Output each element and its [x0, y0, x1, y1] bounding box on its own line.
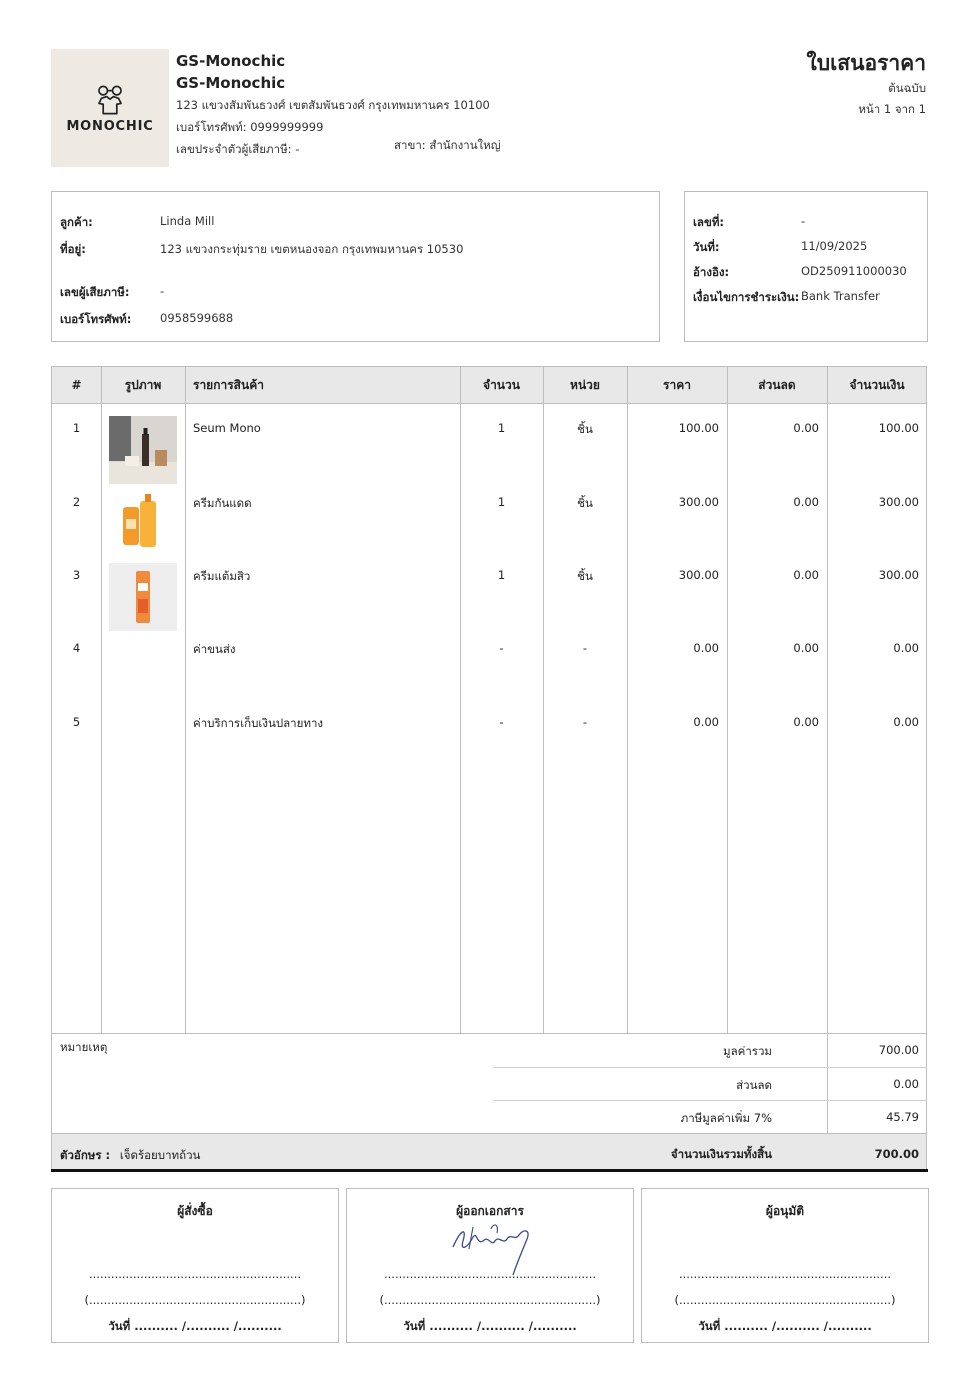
glasses-shirt-icon — [93, 83, 127, 117]
signature-line: .......................................................... — [383, 1267, 597, 1281]
row-amount: 300.00 — [878, 568, 919, 582]
row-item: Seum Mono — [193, 421, 261, 435]
row-price: 0.00 — [693, 715, 719, 729]
signature-approver — [641, 1188, 929, 1343]
customer-phone-label: เบอร์โทรศัพท์: — [60, 312, 132, 326]
discount-value: 0.00 — [893, 1077, 919, 1091]
row-item: ค่าขนส่ง — [193, 642, 236, 656]
customer-address-label: ที่อยู่: — [60, 242, 86, 256]
row-amount: 300.00 — [878, 495, 919, 509]
doc-ref-label: อ้างอิง: — [693, 265, 730, 279]
company-logo — [51, 49, 169, 167]
row-unit: ชิ้น — [577, 569, 593, 583]
header-price: ราคา — [663, 378, 691, 392]
row-no: 4 — [72, 641, 81, 655]
product-image-sunscreen — [109, 489, 177, 557]
signature-date-line: วันที่ .......... /.......... /.......... — [108, 1319, 282, 1333]
row-qty: - — [499, 641, 504, 655]
row-price: 300.00 — [678, 568, 719, 582]
row-qty: 1 — [497, 495, 506, 509]
signature-name-line: (..........................................................) — [84, 1293, 306, 1307]
header-item: รายการสินค้า — [193, 378, 264, 392]
row-item: ค่าบริการเก็บเงินปลายทาง — [193, 716, 324, 730]
company-phone: เบอร์โทรศัพท์: 0999999999 — [176, 120, 324, 134]
row-item: ครีมแต้มสิว — [193, 569, 251, 583]
customer-address: 123 แขวงกระทุ่มราย เขตหนองจอก กรุงเทพมหานคร 10530 — [160, 242, 464, 256]
signature-date-line: วันที่ .......... /.......... /.......... — [698, 1319, 872, 1333]
row-discount: 0.00 — [793, 715, 819, 729]
row-amount: 0.00 — [893, 715, 919, 729]
signature-line: .......................................................... — [678, 1267, 892, 1281]
company-name-secondary: GS-Monochic — [176, 74, 286, 92]
row-amount: 100.00 — [878, 421, 919, 435]
total-bar — [52, 1133, 926, 1169]
signature-name-line: (..........................................................) — [379, 1293, 601, 1307]
doc-no: - — [801, 214, 806, 228]
document-copy: ต้นฉบับ — [888, 81, 926, 95]
doc-date: 11/09/2025 — [801, 239, 868, 253]
company-tax-id: เลขประจำตัวผู้เสียภาษี: - — [176, 142, 300, 156]
company-branch: สาขา: สำนักงานใหญ่ — [394, 138, 501, 152]
amount-in-words — [60, 1147, 200, 1165]
company-name: GS-Monochic — [176, 52, 286, 70]
document-meta-box — [684, 191, 928, 342]
customer-name: Linda Mill — [160, 214, 215, 228]
logo-text: MONOCHIC — [66, 118, 154, 134]
customer-phone: 0958599688 — [160, 311, 234, 325]
row-price: 0.00 — [693, 641, 719, 655]
company-address: 123 แขวงสัมพันธวงศ์ เขตสัมพันธวงศ์ กรุงเทพมหานคร 10100 — [176, 98, 490, 112]
amount-in-words-label: ตัวอักษร : — [60, 1148, 111, 1162]
row-unit: - — [582, 715, 588, 729]
customer-box — [51, 191, 660, 342]
subtotal-label: มูลค่ารวม — [723, 1044, 772, 1058]
row-unit: ชิ้น — [577, 496, 593, 510]
customer-tax: - — [160, 284, 165, 298]
signature-name-line: (..........................................................) — [674, 1293, 896, 1307]
payment-terms: Bank Transfer — [801, 289, 880, 303]
row-amount: 0.00 — [893, 641, 919, 655]
header-no: # — [71, 378, 82, 392]
row-no: 3 — [72, 568, 81, 582]
doc-date-label: วันที่: — [693, 240, 720, 254]
signature-date-line: วันที่ .......... /.......... /.......... — [403, 1319, 577, 1333]
row-qty: - — [499, 715, 504, 729]
product-image-acne-cream — [109, 563, 177, 631]
remark-label: หมายเหตุ — [60, 1040, 108, 1054]
row-discount: 0.00 — [793, 421, 819, 435]
row-price: 100.00 — [678, 421, 719, 435]
doc-no-label: เลขที่: — [693, 215, 725, 229]
row-unit: - — [582, 641, 588, 655]
row-discount: 0.00 — [793, 495, 819, 509]
row-qty: 1 — [497, 421, 506, 435]
amount-in-words-value: เจ็ดร้อยบาทถ้วน — [119, 1148, 201, 1162]
customer-name-label: ลูกค้า: — [60, 215, 93, 229]
signature-buyer-title: ผู้สั่งซื้อ — [177, 1204, 213, 1218]
row-item: ครีมกันแดด — [193, 496, 252, 510]
signature-buyer — [51, 1188, 339, 1343]
header-amount: จำนวนเงิน — [849, 378, 905, 392]
payment-terms-label: เงื่อนไขการชำระเงิน: — [693, 290, 800, 304]
discount-label: ส่วนลด — [736, 1078, 772, 1092]
vat-value: 45.79 — [886, 1110, 919, 1124]
row-no: 2 — [72, 495, 81, 509]
row-qty: 1 — [497, 568, 506, 582]
document-title-block — [807, 48, 926, 120]
customer-tax-label: เลขผู้เสียภาษี: — [60, 285, 130, 299]
row-discount: 0.00 — [793, 641, 819, 655]
doc-ref: OD250911000030 — [801, 264, 907, 278]
vat-label: ภาษีมูลค่าเพิ่ม 7% — [680, 1111, 772, 1125]
header-qty: จำนวน — [483, 378, 520, 392]
subtotal-value: 700.00 — [878, 1043, 919, 1057]
row-price: 300.00 — [678, 495, 719, 509]
page-number: หน้า 1 จาก 1 — [858, 102, 926, 116]
header-discount: ส่วนลด — [758, 378, 796, 392]
signature-approver-title: ผู้อนุมัติ — [765, 1204, 805, 1218]
signature-issuer-title: ผู้ออกเอกสาร — [456, 1204, 524, 1218]
product-image-serum — [109, 416, 177, 484]
grand-total-value: 700.00 — [874, 1147, 919, 1161]
header-image: รูปภาพ — [124, 378, 162, 392]
row-no: 1 — [72, 421, 81, 435]
signature-line: .......................................................... — [88, 1267, 302, 1281]
document-title: ใบเสนอราคา — [806, 51, 926, 75]
grand-total-label: จำนวนเงินรวมทั้งสิ้น — [670, 1147, 772, 1161]
row-unit: ชิ้น — [577, 422, 593, 436]
row-discount: 0.00 — [793, 568, 819, 582]
signature-issuer — [346, 1188, 634, 1343]
items-table — [51, 366, 927, 1170]
header-unit: หน่วย — [570, 378, 600, 392]
row-no: 5 — [72, 715, 81, 729]
